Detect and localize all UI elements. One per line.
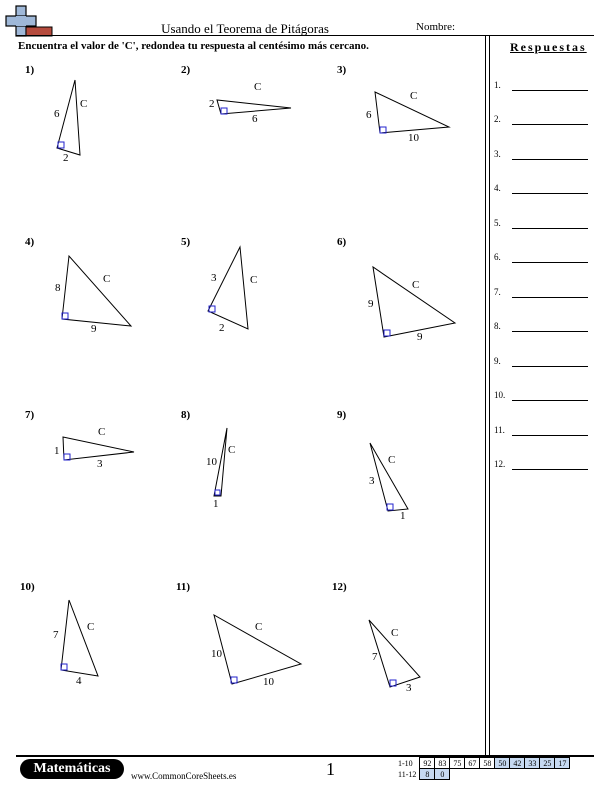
problem-number: 5) xyxy=(181,236,191,248)
answer-number: 1. xyxy=(494,80,501,90)
leg-label: 9 xyxy=(91,323,97,335)
leg-label: 1 xyxy=(54,445,60,457)
problem-number: 9) xyxy=(337,409,347,421)
score-key-label: 1-10 xyxy=(398,758,413,768)
leg-label: 7 xyxy=(53,629,59,641)
answer-line[interactable] xyxy=(494,287,594,301)
leg-label: 3 xyxy=(406,682,412,694)
answer-line[interactable] xyxy=(494,459,594,473)
leg-label: 7 xyxy=(372,651,378,663)
problem-number: 11) xyxy=(176,581,191,593)
score-key-cell: 33 xyxy=(525,758,540,769)
triangle-2 xyxy=(217,100,291,114)
leg-label: 6 xyxy=(366,109,372,121)
hypotenuse-label: C xyxy=(412,279,420,291)
leg-label: 10 xyxy=(263,676,274,688)
triangle-1 xyxy=(57,80,80,155)
score-key-cell: 83 xyxy=(435,758,450,769)
answer-number: 2. xyxy=(494,114,501,124)
leg-label: 2 xyxy=(209,98,215,110)
right-angle-mark xyxy=(58,142,64,148)
problem-number: 6) xyxy=(337,236,347,248)
problem-number: 8) xyxy=(181,409,191,421)
answer-line[interactable] xyxy=(494,149,594,163)
instructions: Encuentra el valor de 'C', redondea tu respuesta al centésimo más cercano. xyxy=(18,40,369,52)
score-key-cell: 8 xyxy=(420,769,435,780)
leg-label: 10 xyxy=(206,456,217,468)
answer-line[interactable] xyxy=(494,114,594,128)
problem-number: 1) xyxy=(25,64,35,76)
hypotenuse-label: C xyxy=(103,273,111,285)
answer-number: 7. xyxy=(494,287,501,297)
problem-number: 4) xyxy=(25,236,35,248)
answer-number: 5. xyxy=(494,218,501,228)
answer-line[interactable] xyxy=(494,425,594,439)
leg-label: 2 xyxy=(63,152,69,164)
brand-badge: Matemáticas xyxy=(20,759,124,779)
hypotenuse-label: C xyxy=(391,627,399,639)
answer-number: 6. xyxy=(494,252,501,262)
answer-line[interactable] xyxy=(494,218,594,232)
leg-label: 9 xyxy=(417,331,423,343)
problem-number: 12) xyxy=(332,581,347,593)
page-number: 1 xyxy=(326,759,335,779)
leg-label: 3 xyxy=(97,458,103,470)
score-key-cell: 25 xyxy=(540,758,555,769)
hypotenuse-label: C xyxy=(388,454,396,466)
leg-label: 1 xyxy=(400,510,406,522)
leg-label: 3 xyxy=(369,475,375,487)
hypotenuse-label: C xyxy=(98,426,106,438)
hypotenuse-label: C xyxy=(410,90,418,102)
leg-label: 6 xyxy=(252,113,258,125)
score-key-cell: 0 xyxy=(435,769,450,780)
problem-number: 2) xyxy=(181,64,191,76)
answer-number: 9. xyxy=(494,356,501,366)
hypotenuse-label: C xyxy=(254,81,262,93)
column-divider xyxy=(485,35,490,755)
leg-label: 1 xyxy=(213,498,219,510)
answer-line[interactable] xyxy=(494,390,594,404)
answer-number: 4. xyxy=(494,183,501,193)
score-key-cell: 58 xyxy=(480,758,495,769)
problem-number: 10) xyxy=(20,581,35,593)
hypotenuse-label: C xyxy=(87,621,95,633)
answer-number: 8. xyxy=(494,321,501,331)
score-key-cell: 17 xyxy=(555,758,570,769)
score-key-cell: 42 xyxy=(510,758,525,769)
right-angle-mark xyxy=(215,490,220,495)
leg-label: 6 xyxy=(54,108,60,120)
hypotenuse-label: C xyxy=(80,98,88,110)
answer-line[interactable] xyxy=(494,183,594,197)
hypotenuse-label: C xyxy=(250,274,258,286)
answer-number: 11. xyxy=(494,425,505,435)
leg-label: 4 xyxy=(76,675,82,687)
leg-label: 9 xyxy=(368,298,374,310)
answer-line[interactable] xyxy=(494,80,594,94)
score-key-row xyxy=(396,758,570,769)
answer-line[interactable] xyxy=(494,321,594,335)
answer-number: 3. xyxy=(494,149,501,159)
leg-label: 10 xyxy=(211,648,222,660)
hypotenuse-label: C xyxy=(228,444,236,456)
triangle-5 xyxy=(208,247,248,329)
problem-number: 7) xyxy=(25,409,35,421)
answers-title: Respuestas xyxy=(510,40,587,54)
answer-line[interactable] xyxy=(494,252,594,266)
score-key-table xyxy=(396,757,570,780)
score-key-label: 11-12 xyxy=(398,769,417,779)
leg-label: 10 xyxy=(408,132,419,144)
problem-number: 3) xyxy=(337,64,347,76)
answer-line[interactable] xyxy=(494,356,594,370)
leg-label: 2 xyxy=(219,322,225,334)
page-title: Usando el Teorema de Pitágoras xyxy=(161,21,329,36)
right-angle-mark xyxy=(384,330,390,336)
triangle-6 xyxy=(373,267,455,337)
score-key-cell: 67 xyxy=(465,758,480,769)
score-key-cell: 75 xyxy=(450,758,465,769)
leg-label: 3 xyxy=(211,272,217,284)
answer-number: 10. xyxy=(494,390,506,400)
leg-label: 8 xyxy=(55,282,61,294)
hypotenuse-label: C xyxy=(255,621,263,633)
score-key-cell: 50 xyxy=(495,758,510,769)
score-key-cell: 92 xyxy=(420,758,435,769)
triangle-4 xyxy=(62,256,131,326)
name-label: Nombre: xyxy=(416,21,456,33)
triangle-7 xyxy=(63,437,134,460)
site-url[interactable]: www.CommonCoreSheets.es xyxy=(131,771,237,781)
score-key-row xyxy=(396,769,570,780)
answer-number: 12. xyxy=(494,459,506,469)
